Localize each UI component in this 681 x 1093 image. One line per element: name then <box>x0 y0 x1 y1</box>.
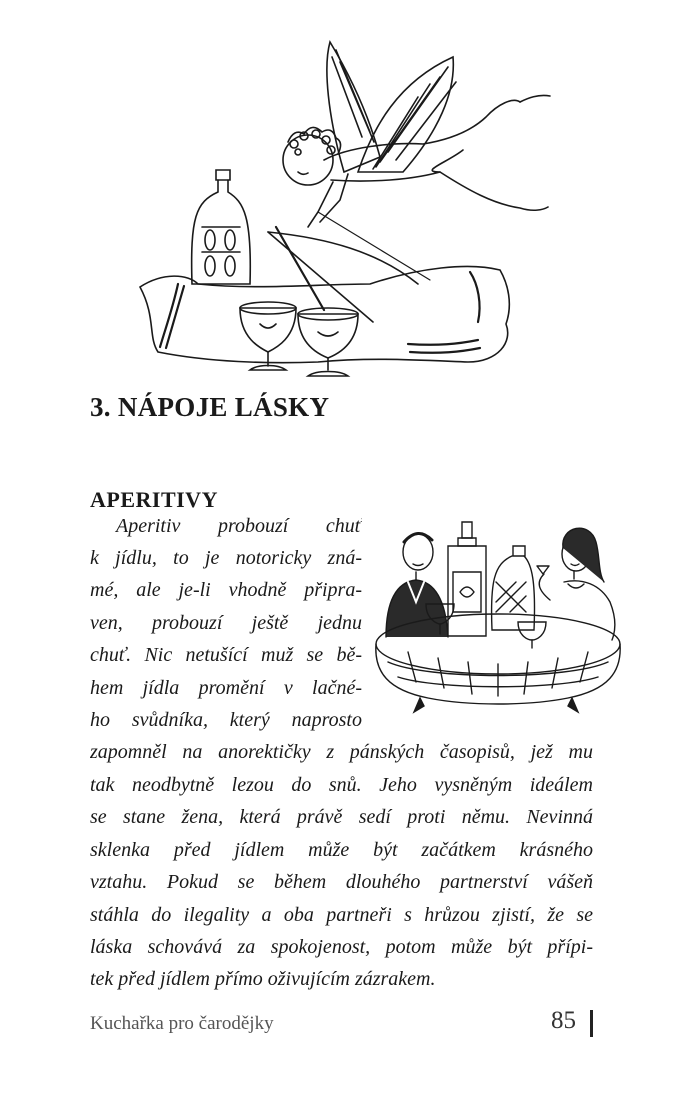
text-line-3: mé, ale je-li vhodně připra- <box>90 579 362 601</box>
bottle <box>192 170 251 284</box>
woman-figure <box>537 528 615 640</box>
page-number: 85 <box>551 1007 576 1034</box>
text-line-8: zapomněl na anorektičky z pánských časopisů, jež mu <box>90 741 593 763</box>
page-number-bar <box>590 1010 593 1037</box>
text-line-10: se stane žena, která právě sedí proti němu. Nevinná <box>90 806 593 828</box>
chapter-title: 3. NÁPOJE LÁSKY <box>90 392 330 422</box>
text-line-2: k jídlu, to je notoricky zná- <box>90 547 362 569</box>
cupid-illustration <box>118 22 570 390</box>
text-line-6: hem jídla promění v lačné- <box>90 677 362 699</box>
text-line-5: chuť. Nic netušící muž se bě- <box>90 644 362 666</box>
section-heading: APERITIVY <box>90 487 218 512</box>
text-line-14: láska schovává za spokojenost, potom může být přípi- <box>90 936 593 958</box>
dinner-couple-illustration <box>368 512 628 720</box>
square-bottle <box>448 522 486 636</box>
wing-front <box>358 57 456 172</box>
text-line-12: vztahu. Pokud se během dlouhého partnerství vášeň <box>90 871 593 893</box>
goblet-right <box>298 308 358 376</box>
goblet-left <box>240 302 296 370</box>
text-line-7: ho svůdníka, který naprosto <box>90 709 362 731</box>
text-line-15: tek před jídlem přímo oživujícím zázrakem. <box>90 968 436 990</box>
text-line-9: tak neodbytně lezou do snů. Jeho vysněným ideálem <box>90 774 593 796</box>
cupid-body <box>308 95 550 227</box>
text-line-11: sklenka před jídlem může být začátkem krásného <box>90 839 593 861</box>
text-line-1: Aperitiv probouzí chuť <box>116 515 362 537</box>
decanter <box>492 546 535 630</box>
text-line-13: stáhla do ilegality a oba partneři s hrůzou zjistí, že se <box>90 904 593 926</box>
footer-book-title: Kuchařka pro čarodějky <box>90 1013 274 1034</box>
text-line-4: ven, probouzí ještě jednu <box>90 612 362 634</box>
